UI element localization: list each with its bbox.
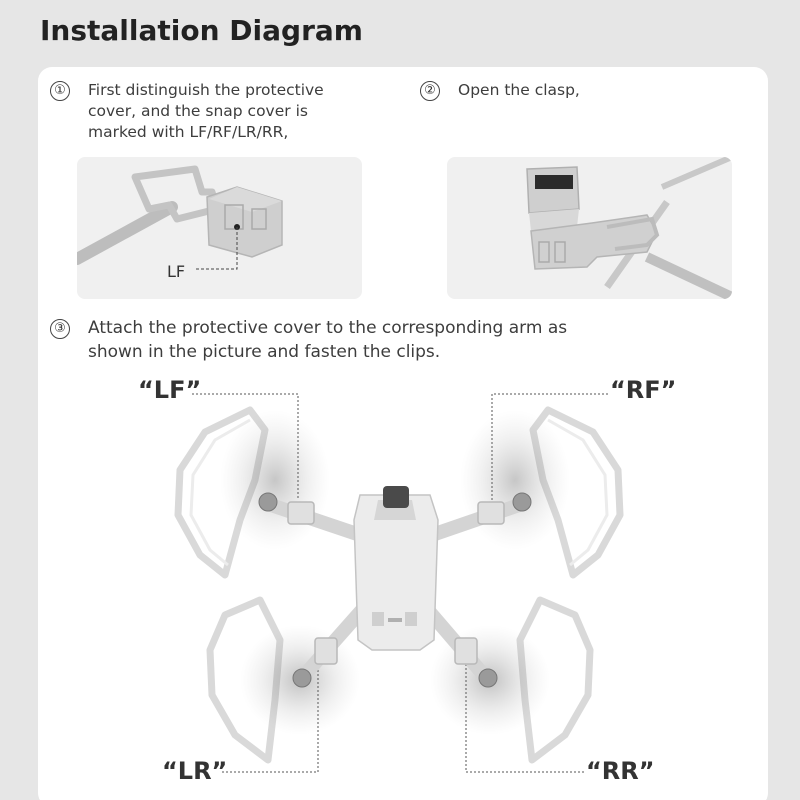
label-lr: “LR” [162,757,228,785]
label-rf: “RF” [610,376,677,404]
label-lf: “LF” [138,376,202,404]
step-text: First distinguish the protective cover, and the snap cover is marked with LF/RF/LR/RR, [88,81,324,141]
drone-body [354,486,438,650]
marker-label: LF [167,262,186,281]
label-rr: “RR” [586,757,655,785]
page-title: Installation Diagram [40,14,363,47]
step-number: ② [420,81,440,101]
step-number: ① [50,81,70,101]
step-number: ③ [50,319,70,339]
step-text: Attach the protective cover to the corresponding arm as shown in the picture and fasten the clips. [88,318,568,362]
step-text: Open the clasp, [458,81,580,99]
